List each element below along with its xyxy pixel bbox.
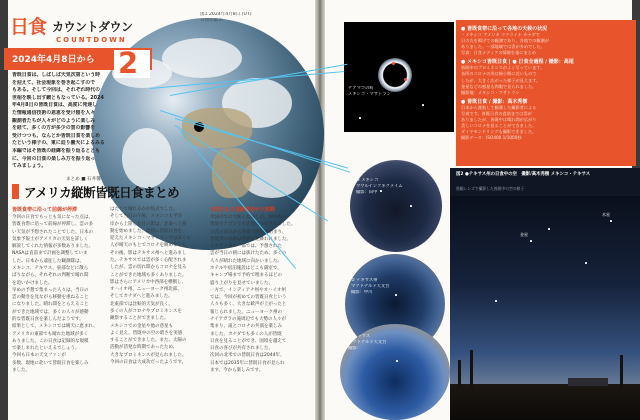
body-column-2: はたして晴れるかが焦点でした。 そして当日の午後、メキシコ太平洋 岸から上陸した月の影は、北東へと移 動を始めました。最初に皆既日食を 迎えたメキシコ・マサトランでは多くの 人が晴天のもとでコロナを眺めました。 その後、影はテキサス州へと進みまし た。テキサスでは雲が多く心配されま したが、雲の切れ間からコロナを見る ことができた地域も多くありました。 影はさらにアメリカ中西部を横断し、 オハイオ州、ニューヨーク州北部、 そしてカナダへと進みました。 北東部では比較的天気が良く、 多くの人がコロナやプロミネンスを 観察することができました。 メキシコでの金星や他の惑星も よく見え、皆既中の空の暗さを実感 することができました。また、太陽の 活動が活発な時期であったため、 大きなプロミネンスが見られました。 今回の日食は大成功だったようです。 (110, 207, 191, 365)
figure2-horizon (450, 384, 640, 420)
body-column-3: 米国内での天候の見通しが、NASAの 情報やアプリでも活発に共有されました。 日食の前日から各地で移動が始まり、 皆既帯の道路は渋滞に見舞われました。 テキサス州の一部では、予想された 雲が当日の朝には抜けたため、多くの 人々が晴れた地域に向かいました。 ホテルや宿泊施設はどこも満室で、 キャンプ場まで予約で埋まるほどの 盛り上がりを見せていました。 一方で、インディアナ州やオハイオ州 では、今回が初めての皆既日食という 人々も多く、大きな歓声が上がったと 報じられました。ニューヨーク州の ナイアガラの滝周辺でも大勢の人々が 集まり、滝とコロナの共演を楽しみ ました。カナダでも多くの人が皆既 日食を見ることができ、国境を越えて 日食の喜びが共有されました。 次回の北米での皆既日食は2044年、 日本では2035年に皆既日食が見られ ます。今から楽しみです。 (210, 215, 296, 373)
intro-paragraph: 皆既日食は、しばしば天気次第という時 を迎えて、社会現象を巻き起こすので もある。そして今回は、それぞれ時代の 世相を映し出す鏡ともなっている。2024 年4月8日の皆既日食は、高度に発達し た情報通信技術の恩恵を受け陰を人々 観測者たちが人々がどのように楽しみ を経て、多くの方が多少の雲の影響を 受けつつも、なんとか皆既日食を楽しめ たという様子の、東に迫り曇天によるみる 本編ではそ皆既の経緯を振り返るととも に、今回の日食の楽しみ方を振り返っ てみましょう。 (12, 72, 105, 170)
tree-silhouette (620, 355, 623, 388)
photo-label: ② テキサス マクドナルド天文台 撮影： (348, 334, 387, 351)
photo-label: チアマコの町 メキシコ・マサトラン (348, 86, 391, 97)
figure1-caption: 図1 2024年4月8日 (UT) 日食の影の (200, 12, 252, 24)
figure2-title: 図2 ●テキサス州の日食中の空 撮影/高木秀樹 メキシコ・テキサス (456, 172, 591, 177)
heading-accent-bar (12, 184, 19, 199)
countdown-label: COUNTDOWN (56, 36, 127, 44)
series-title: 日食 (10, 16, 47, 38)
series-subtitle: カウントダウン (52, 20, 133, 34)
issue-number: 2 (118, 46, 139, 80)
col1-subheading: 皆既食帯に沿って前線が停滞 (12, 207, 78, 213)
col3-subheading: 米国内も日食観測者が大移動 (210, 207, 276, 213)
prominence-mark (404, 78, 407, 81)
prominence-mark (392, 62, 395, 65)
author-credit: まとめ ■ 石井馨 (66, 177, 101, 182)
photo-label: ② テキサス州 マクドナルド天文台 撮影：中川 (351, 278, 390, 295)
body-column-1: 今回の日食でもっとも気になった点は、 皆既食帯に沿って前線が停滞し、雲の多 い天気が予想されたことでした。日本の 気象予報士がアメリカの天気を詳しく 解説してくれた情報が多数ありました。 NASAは直前まで計画を調整していま した。日本から遠征した観測隊は、 メキシコ、テキサス、東部などに散ら ばりながら、それぞれの判断で晴れ間 を追いかけました。 早めの予想で集まった人々は、当日の 雲の動きを見ながら移動を重ねること になりました。晴れ間をとらえること ができた地域では、多くの人々が感動 的な皆既日食を楽しんだようです。 結果として、メキシコでは晴天に恵まれ、 アメリカの東部でも晴れた地域が多く ありました。この日食は記録的な規模 で楽しまれたといえるでしょう。 今回も日本の天文ファンが 多数、現地に赴いて皆既日食を楽しみ ました。 (12, 215, 98, 373)
planet-label: 金星 (520, 232, 528, 237)
info-box-orange: ● 皆既食帯に沿って各地の天候の状況 ・メキシコ アメリカ ウクライナ カナダで 日の丸を掲げての観測であり、各地での観測が ありました。一部地域では雲が多めでした。 写真：日食メディアの情報を基にまとめ ● メキシコ皆既日食 | ● 日食全過程 / 撮影：高尾 皆既中のプロミネンスがよく写っています。 各所のコロナの形は極小期に近いもので したが、大きく広がった様子が見えます。 金星などの惑星も肉眼で見られました。 撮影地：メキシコ・マサトラン ● 皆既日食 / 撮影：高木秀樹 日本から渡航して観測した撮影者による 写真です。皆既日食の直前までは雲が ありましたが、皆既中は晴れ間が広がり 美しいコロナを見ることができました。 ダイヤモンドリングも撮影できました。 撮影データ：ISO400 1/1000秒 (456, 20, 636, 166)
planet-label: 木星 (602, 212, 610, 217)
photo-label: ③ メキシコ ウウルイシクネクメイム 撮影：田中 (356, 178, 403, 195)
figure2-subtitle: 魚眼レンズで撮影した皆既中の空の様子 (456, 186, 525, 191)
article-heading: アメリカ縦断皆既日食まとめ (24, 185, 180, 200)
tree-silhouette (470, 350, 473, 388)
tree-silhouette (458, 360, 461, 388)
article-header (4, 8, 152, 78)
fisheye-photo-1 (350, 160, 442, 252)
book-gutter (315, 0, 325, 420)
total-eclipse-photo (344, 22, 454, 132)
ship-silhouette (568, 378, 608, 386)
date-text: 2024年4月8日から (12, 55, 95, 65)
fisheye-photo-3 (340, 324, 450, 420)
